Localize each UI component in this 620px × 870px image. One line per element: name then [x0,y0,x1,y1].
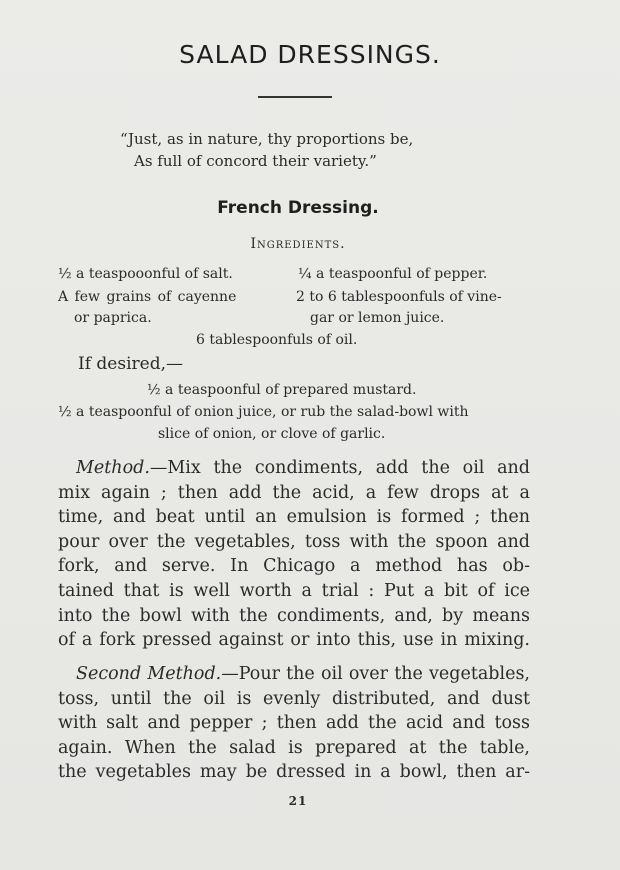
method-line: pour over the vegetables, toss with the spoon and [58,531,530,552]
optional-ingredient: ½ a teaspoonful of prepared mustard. [147,382,417,398]
ingredient: ½ a teaspooonful of salt. [58,266,233,282]
title-rule [258,96,332,98]
epigraph-line: “Just, as in nature, thy proportions be, [120,130,414,148]
method-line: fork, and serve. In Chicago a method has ob- [58,556,530,577]
method-line: mix again ; then add the acid, a few drops at a [58,482,530,503]
method-line: of a fork pressed against or into this, use in mixing. [58,630,530,651]
page-number: 21 [288,794,308,808]
method-line: tained that is well worth a trial : Put a bit of ice [58,580,530,601]
ingredient: 6 tablespoonfuls of oil. [196,332,358,348]
ingredient: A few grains of cayenne [58,289,237,305]
if-desired-label: If desired,— [78,354,183,374]
recipe-title: French Dressing. [217,198,379,218]
ingredient: or paprica. [74,310,152,326]
method-line: with salt and pepper ; then add the acid and toss [58,713,530,734]
optional-ingredient: ½ a teaspoonful of onion juice, or rub the salad-bowl with [58,404,469,420]
second-method-paragraph [58,662,530,785]
epigraph [120,128,413,172]
epigraph-line: As full of concord their variety.” [134,152,377,170]
method-line: time, and beat until an emulsion is formed ; then [58,507,530,528]
method-label: Method. [76,458,150,478]
method-line: Second Method.—Pour the oil over the vegetables, [76,664,530,684]
method-line: the vegetables may be dressed in a bowl, then ar- [58,762,530,783]
second-method-label: Second Method. [76,664,222,684]
optional-ingredient: slice of onion, or clove of garlic. [158,426,386,442]
method-line: Method.—Mix the condiments, add the oil and [76,458,530,478]
ingredients-heading: Ingredients. [250,236,346,252]
method-line: toss, until the oil is evenly distributed, and dust [58,688,530,709]
ingredient: 2 to 6 tablespoonfuls of vine- [296,289,502,305]
method-line: again. When the salad is prepared at the table, [58,737,530,758]
method-line: into the bowl with the condiments, and, by means [58,605,530,626]
method-paragraph [58,456,530,653]
page-title: SALAD DRESSINGS. [179,40,441,69]
ingredient: gar or lemon juice. [310,310,445,326]
ingredient: ¼ a teaspoonful of pepper. [298,266,488,282]
